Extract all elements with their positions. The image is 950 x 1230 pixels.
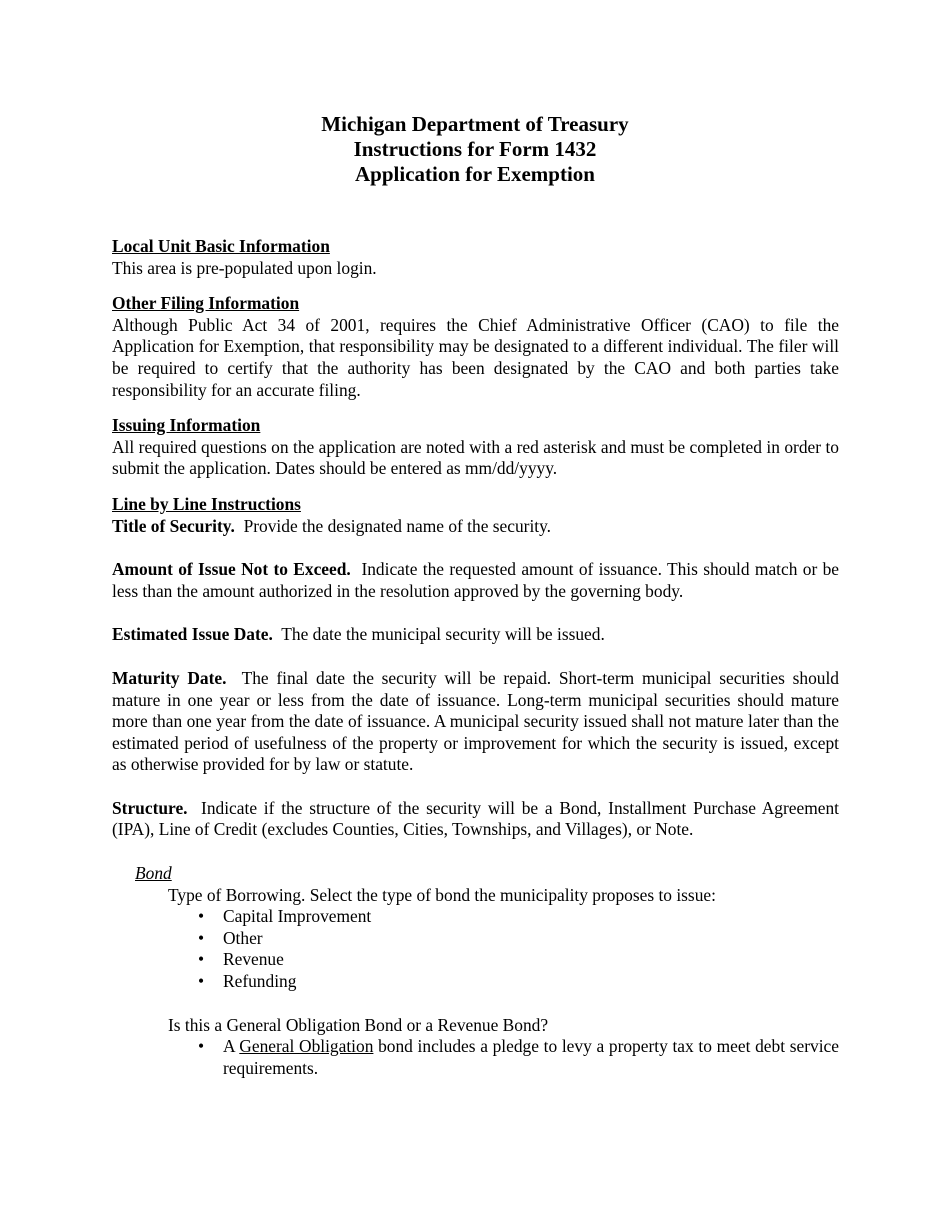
title-of-security-paragraph <box>112 516 839 538</box>
estimated-issue-date-paragraph <box>112 624 839 646</box>
item-text: Provide the designated name of the security. <box>243 515 552 536</box>
item-label: Title of Security. <box>112 515 235 536</box>
section-local-unit <box>112 236 839 279</box>
list-item: • Refunding <box>168 971 839 993</box>
section-heading: Other Filing Information <box>112 293 300 314</box>
item-label: Estimated Issue Date. <box>112 624 273 645</box>
bond-type-list <box>168 906 839 992</box>
bond-heading: Bond <box>135 863 172 884</box>
item-text: Indicate if the structure of the security will be a Bond, Installment Purchase Agreement (IPA), Line of Credit (excludes Counties, Cities, Townships, and Villages), or Note. <box>112 797 839 840</box>
bond-definition-list <box>168 1036 839 1079</box>
header-form-title: Instructions for Form 1432 <box>353 137 597 161</box>
bond-question: Is this a General Obligation Bond or a Revenue Bond? <box>168 1014 549 1035</box>
item-text: The date the municipal security will be issued. <box>281 624 605 645</box>
go-definition-text: bond includes a pledge to levy a property tax to meet debt service requirements. <box>223 1036 839 1078</box>
amount-paragraph <box>112 559 839 602</box>
structure-paragraph <box>112 798 839 841</box>
item-label: Amount of Issue Not to Exceed. <box>112 559 351 580</box>
item-text: Indicate the requested amount of issuance. This should match or be less than the amount authorized in the resolution approved by the governing body. <box>112 559 839 601</box>
section-text: All required questions on the application are noted with a red asterisk and must be completed in order to submit the application. Dates should be entered as mm/dd/yyyy. <box>112 436 839 479</box>
section-issuing <box>112 415 839 480</box>
list-item: • Capital Improvement <box>168 906 839 928</box>
section-heading: Issuing Information <box>112 415 261 436</box>
section-heading: Line by Line Instructions <box>112 493 301 514</box>
section-other-filing <box>112 293 839 401</box>
section-heading: Local Unit Basic Information <box>112 236 330 256</box>
section-text: This area is pre-populated upon login. <box>112 257 377 278</box>
section-line-by-line <box>112 494 839 841</box>
general-obligation-term: General Obligation <box>239 1036 374 1057</box>
maturity-date-paragraph <box>112 668 839 776</box>
document-body <box>112 236 839 1079</box>
item-label: Structure. <box>112 797 188 818</box>
list-item: • Revenue <box>168 949 839 971</box>
header-form-subtitle: Application for Exemption <box>355 162 595 186</box>
item-label: Maturity Date. <box>112 667 227 688</box>
type-of-borrowing-text: Type of Borrowing. Select the type of bond the municipality proposes to issue: <box>168 884 716 905</box>
list-item: • Other <box>168 928 839 950</box>
list-item <box>168 1036 839 1079</box>
go-prefix: A <box>223 1036 235 1057</box>
section-bond <box>112 863 839 1079</box>
header-agency: Michigan Department of Treasury <box>321 112 629 136</box>
item-text: The final date the security will be repaid. Short-term municipal securities should mature in one year or less from the date of issuance. Long-term municipal securities should mature more than one year from the date of issuance. A municipal security issued shall not mature later than the estimated period of usefulness of the property or improvement for which the security is issued, except as otherwise provided for by law or statute. <box>112 667 839 775</box>
section-text: Although Public Act 34 of 2001, requires the Chief Administrative Officer (CAO) to file the Application for Exemption, that responsibility may be designated to a different individual. The filer will be required to certify that the authority has been designated by the CAO and both parties take responsibility for an accurate filing. <box>112 314 839 400</box>
document-header <box>0 112 950 187</box>
